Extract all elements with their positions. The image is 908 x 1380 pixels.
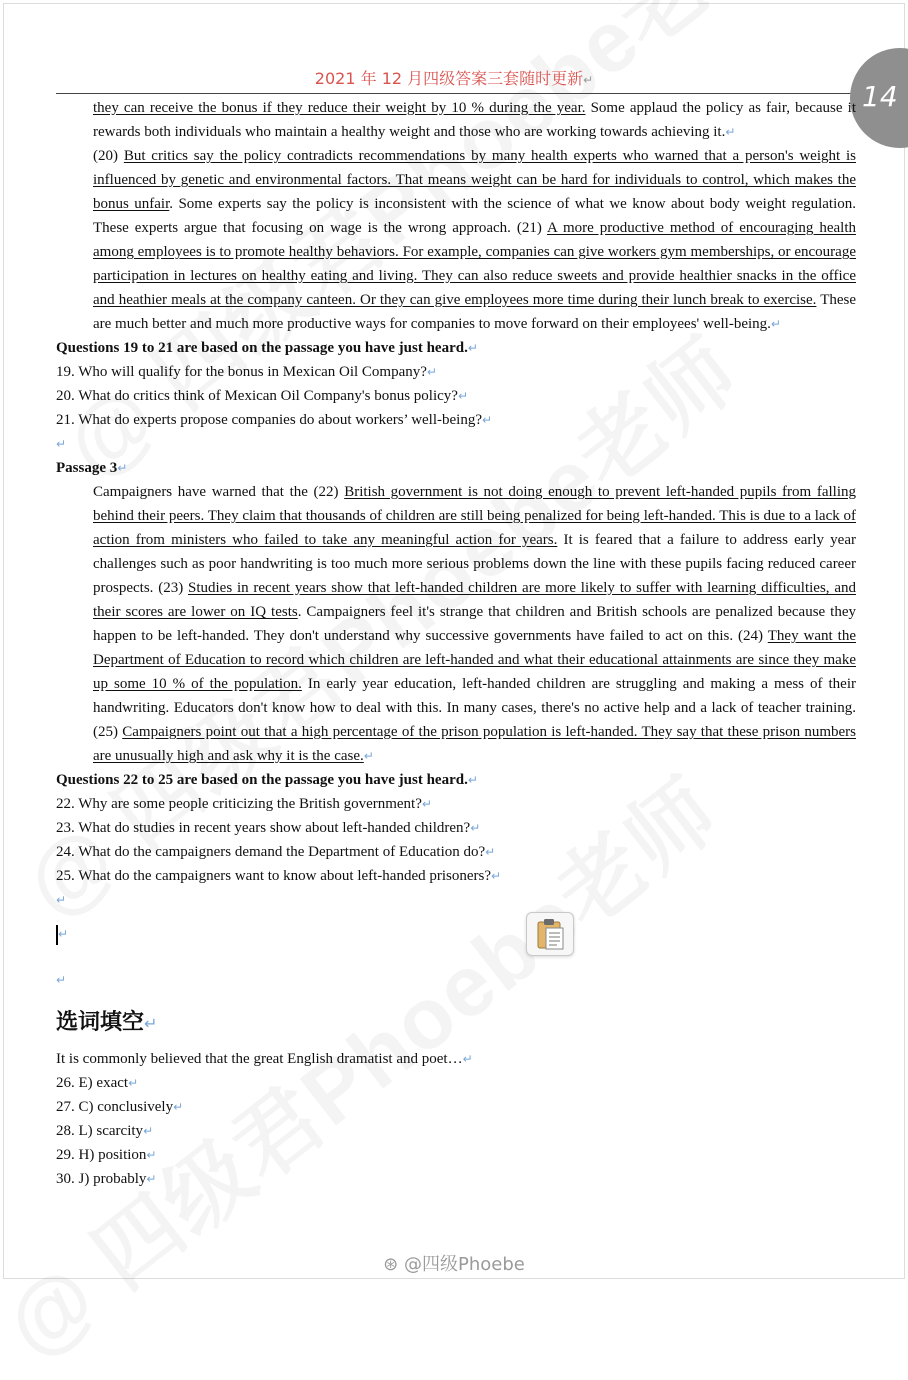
- header-title: 2021 年 12 月四级答案三套随时更新: [314, 69, 584, 88]
- question-24: 24. What do the campaigners demand the Department of Education do?↵: [56, 844, 496, 860]
- return-mark: ↵: [143, 1124, 154, 1138]
- paste-options-button[interactable]: [526, 912, 574, 956]
- return-mark: ↵: [467, 341, 478, 355]
- empty-line: [56, 968, 856, 992]
- return-mark: ↵: [421, 797, 432, 811]
- page-header: [0, 66, 908, 89]
- return-mark: ↵: [482, 413, 493, 427]
- passage-3-body: Campaigners have warned that the (22) British government is not doing enough to prevent left-handed pupils from falling behind their peers. They claim that thousands of children are still being penalized for being left-handed. This is due to a lack of action from ministers who failed to take any meaningful action for years. It is feared that a failure to address early year challenges such as poor handwriting is too much more serious problems down the line with these pupils facing reduced career prospects. (23) Studies in recent years show that left-handed children are more likely to suffer with learning difficulties, and their scores are lower on IQ tests. Campaigners feel it's strange that children and British schools are penalized because they happen to be left-handed. They don't understand why successive governments have failed to act on this. (24) They want the Department of Education to record which children are left-handed and what their educational attainments are since they make up some 10 % of the population. In early year education, left-handed children are struggling and making a mess of their handwriting. Educators don't know how to deal with this. In many cases, there's no active help and a lack of teacher training. (25) Campaigners point out that a high percentage of the prison population is left-handed. They say that these prison numbers are unusually high and ask why it is the case.↵: [93, 484, 856, 764]
- return-mark: ↵: [491, 869, 502, 883]
- page-number: 14: [862, 80, 898, 113]
- return-mark: ↵: [363, 749, 374, 763]
- return-mark: ↵: [173, 1100, 184, 1114]
- question-20: 20. What do critics think of Mexican Oil Company's bonus policy?↵: [56, 388, 469, 404]
- vocab-section-title: 选词填空↵: [56, 1010, 158, 1035]
- answer-22-underline: British government is not doing enough to prevent left-handed pupils from falling behind their peers. They claim that thousands of children are still being penalized for being left-handed. This is due to a lack of action from ministers who failed to take any meaningful action for years.: [93, 484, 856, 548]
- answer-30: 30. J) probably↵: [56, 1171, 157, 1187]
- return-mark: ↵: [470, 821, 481, 835]
- weibo-watermark: ⊛ @四级Phoebe: [383, 1254, 525, 1275]
- question-25: 25. What do the campaigners want to know about left-handed prisoners?↵: [56, 868, 502, 884]
- empty-line: [56, 432, 856, 456]
- answer-23-underline: Studies in recent years show that left-handed children are more likely to suffer with learning difficulties, and their scores are lower on IQ tests: [93, 580, 856, 620]
- cursor-line[interactable]: [56, 922, 856, 946]
- return-mark: ↵: [146, 1172, 157, 1186]
- passage-2-paragraph-20: (20) But critics say the policy contradicts recommendations by many health experts who warned that a person's weight is influenced by genetic and environmental factors. That means weight can be hard for individuals to control, which makes the bonus unfair. Some experts say the policy is inconsistent with the science of what we know about body weight regulation. These experts argue that focusing on wage is the wrong approach. (21) A more productive method of encouraging health among employees is to promote healthy behaviors. For example, companies can give workers gym memberships, or encourage participation in lectures on healthy eating and living. They can also reduce sweets and provide healthier snacks in the office and heathier meals at the company canteen. Or they can give employees more time during their lunch break to exercise. These are much better and much more productive ways for companies to move forward on their employees' well-being.↵: [93, 148, 857, 332]
- passage-3-title: Passage 3↵: [56, 460, 128, 476]
- answer-20-underline: But critics say the policy contradicts recommendations by many health experts who warned that a person's weight is influenced by genetic and environmental factors. That means weight can be hard for individuals to control, which makes the bonus unfair: [93, 148, 856, 212]
- answer-26: 26. E) exact↵: [56, 1075, 139, 1091]
- return-mark: ↵: [56, 437, 67, 451]
- return-mark: ↵: [58, 927, 69, 941]
- return-mark: ↵: [426, 365, 437, 379]
- answer-21-underline: A more productive method of encouraging health among employees is to promote healthy behaviors. For example, companies can give workers gym memberships, or encourage participation in lectures on healthy eating and living. They can also reduce sweets and provide healthier snacks in the office and heathier meals at the company canteen. Or they can give employees more time during their lunch break to exercise.: [93, 220, 856, 308]
- header-rule: [56, 93, 856, 94]
- clipboard-icon: [527, 913, 573, 955]
- document-body[interactable]: [56, 96, 856, 1191]
- answer-28: 28. L) scarcity↵: [56, 1123, 154, 1139]
- answer-24-underline: They want the Department of Education to record which children are left-handed and what their educational attainments are since they make up some 10 % of the population.: [93, 628, 856, 692]
- vocab-intro: It is commonly believed that the great English dramatist and poet…↵: [56, 1051, 473, 1067]
- answer-29: 29. H) position↵: [56, 1147, 157, 1163]
- return-mark: ↵: [56, 893, 67, 907]
- question-21: 21. What do experts propose companies do about workers’ well-being?↵: [56, 412, 493, 428]
- questions-19-21-heading: Questions 19 to 21 are based on the passage you have just heard.↵: [56, 340, 478, 356]
- weibo-icon: ⊛: [383, 1254, 404, 1275]
- answer-25-underline: Campaigners point out that a high percentage of the prison population is left-handed. They say that these prison numbers are unusually high and ask why it is the case.: [93, 724, 856, 764]
- question-22: 22. Why are some people criticizing the British government?↵: [56, 796, 432, 812]
- return-mark: ↵: [146, 1148, 157, 1162]
- questions-22-25-heading: Questions 22 to 25 are based on the passage you have just heard.↵: [56, 772, 478, 788]
- return-mark: ↵: [457, 389, 469, 403]
- return-mark: ↵: [117, 461, 128, 475]
- return-mark: ↵: [56, 973, 67, 987]
- return-mark: ↵: [583, 73, 594, 87]
- answer-19-underline: they can receive the bonus if they reduce their weight by 10 % during the year.: [93, 100, 586, 116]
- return-mark: ↵: [462, 1052, 473, 1066]
- return-mark: ↵: [485, 845, 496, 859]
- return-mark: ↵: [467, 773, 478, 787]
- empty-line: [56, 888, 856, 912]
- return-mark: ↵: [128, 1076, 139, 1090]
- passage-2-continued: they can receive the bonus if they reduce their weight by 10 % during the year. Some applaud the policy as fair, because it rewards both individuals who maintain a healthy weight and those who are working towards achieving it.↵: [93, 100, 856, 140]
- answer-27: 27. C) conclusively↵: [56, 1099, 184, 1115]
- return-mark: ↵: [725, 125, 736, 139]
- return-mark: ↵: [770, 317, 781, 331]
- return-mark: ↵: [144, 1014, 158, 1033]
- question-23: 23. What do studies in recent years show about left-handed children?↵: [56, 820, 481, 836]
- question-19: 19. Who will qualify for the bonus in Mexican Oil Company?↵: [56, 364, 437, 380]
